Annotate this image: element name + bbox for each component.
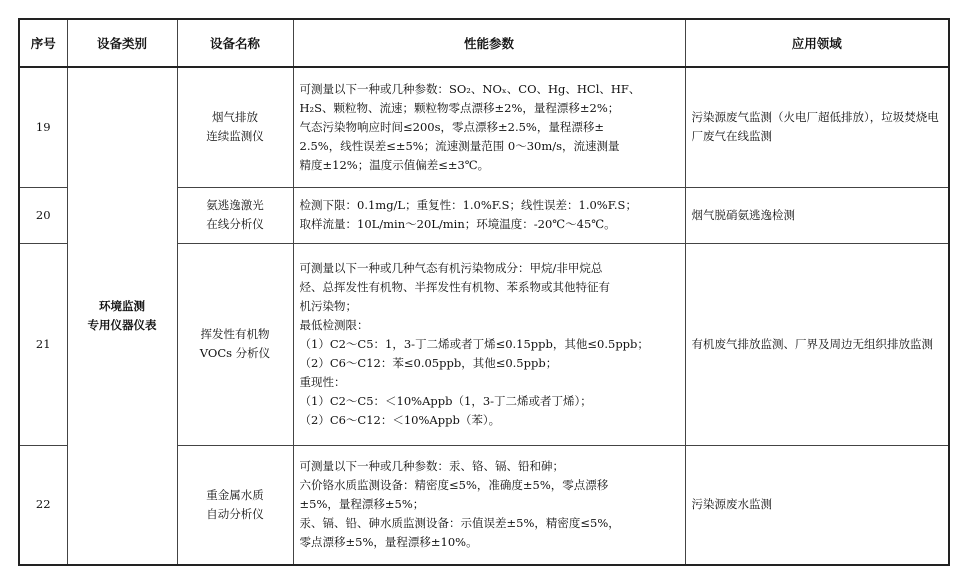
name-line: 重金属水质 bbox=[206, 487, 264, 502]
header-row bbox=[19, 19, 949, 67]
param-line: 2.5%，线性误差≤±5%；流速测量范围 0～30m/s，流速测量 bbox=[299, 138, 620, 153]
param-line: 取样流量：10L/min～20L/min；环境温度：-20℃～45℃。 bbox=[299, 217, 616, 231]
equipment-name bbox=[177, 187, 293, 243]
header-params: 性能参数 bbox=[293, 19, 685, 67]
performance-params bbox=[293, 243, 685, 445]
category-line: 环境监测 bbox=[99, 299, 145, 313]
equipment-name bbox=[177, 445, 293, 565]
name-line: 烟气排放 bbox=[212, 110, 258, 125]
param-line: 烃、总挥发性有机物、半挥发性有机物、苯系物或其他特征有 bbox=[299, 279, 610, 294]
performance-params bbox=[293, 445, 685, 565]
equipment-category bbox=[67, 67, 177, 565]
table-row bbox=[19, 67, 949, 187]
name-line: 在线分析仪 bbox=[206, 217, 264, 231]
param-line: 汞、镉、铅、砷水质监测设备：示值误差±5%，精密度≤5%， bbox=[299, 516, 620, 531]
header-no: 序号 bbox=[19, 19, 67, 67]
application-field: 烟气脱硝氨逃逸检测 bbox=[685, 187, 949, 243]
name-line: 挥发性有机物 bbox=[200, 327, 270, 341]
row-number: 22 bbox=[19, 445, 67, 565]
param-line: （1）C2～C5：＜10%Appb（1，3-丁二烯或者丁烯）； bbox=[299, 393, 592, 408]
application-field: 有机废气排放监测、厂界及周边无组织排放监测 bbox=[685, 243, 949, 445]
performance-params bbox=[293, 67, 685, 187]
param-line: 最低检测限： bbox=[299, 317, 369, 332]
param-line: ±5%，量程漂移±5%； bbox=[299, 497, 425, 512]
application-field: 污染源废水监测 bbox=[685, 445, 949, 565]
param-line: （2）C6～C12：苯≤0.05ppb，其他≤0.5ppb； bbox=[299, 355, 558, 370]
header-name: 设备名称 bbox=[177, 19, 293, 67]
name-line: VOCs 分析仪 bbox=[199, 346, 271, 360]
row-number: 20 bbox=[19, 187, 67, 243]
equipment-name bbox=[177, 67, 293, 187]
param-line: （2）C6～C12：＜10%Appb（苯）。 bbox=[299, 412, 501, 427]
param-line: 可测量以下一种或几种参数：汞、铬、镉、铅和砷； bbox=[299, 459, 564, 474]
category-line: 专用仪器仪表 bbox=[87, 318, 157, 332]
param-line: 六价铬水质监测设备：精密度≤5%，准确度±5%，零点漂移 bbox=[299, 478, 609, 493]
param-line: 零点漂移±5%，量程漂移±10%。 bbox=[299, 535, 478, 550]
name-line: 自动分析仪 bbox=[206, 506, 264, 521]
row-number: 21 bbox=[19, 243, 67, 445]
param-line: 精度±12%；温度示值偏差≤±3℃。 bbox=[299, 157, 490, 172]
header-category: 设备类别 bbox=[67, 19, 177, 67]
param-line: 可测量以下一种或几种气态有机污染物成分：甲烷/非甲烷总 bbox=[299, 260, 603, 275]
param-line: 气态污染物响应时间≤200s，零点漂移±2.5%，量程漂移± bbox=[299, 119, 604, 134]
performance-params bbox=[293, 187, 685, 243]
param-line: 机污染物； bbox=[299, 298, 357, 313]
param-line: H₂S、颗粒物、流速；颗粒物零点漂移±2%，量程漂移±2%； bbox=[299, 100, 620, 115]
param-line: （1）C2～C5：1，3-丁二烯或者丁烯≤0.15ppb，其他≤0.5ppb； bbox=[299, 336, 649, 351]
equipment-name bbox=[177, 243, 293, 445]
name-line: 氨逃逸激光 bbox=[206, 198, 264, 212]
equipment-spec-table bbox=[18, 18, 950, 566]
header-application: 应用领域 bbox=[685, 19, 949, 67]
param-line: 检测下限：0.1mg/L；重复性：1.0%F.S；线性误差：1.0%F.S； bbox=[299, 198, 637, 212]
row-number: 19 bbox=[19, 67, 67, 187]
param-line: 可测量以下一种或几种参数：SO₂、NOₓ、CO、Hg、HCl、HF、 bbox=[299, 81, 641, 96]
param-line: 重现性： bbox=[299, 374, 346, 389]
name-line: 连续监测仪 bbox=[206, 129, 264, 144]
application-field: 污染源废气监测（火电厂超低排放），垃圾焚烧电厂废气在线监测 bbox=[685, 67, 949, 187]
